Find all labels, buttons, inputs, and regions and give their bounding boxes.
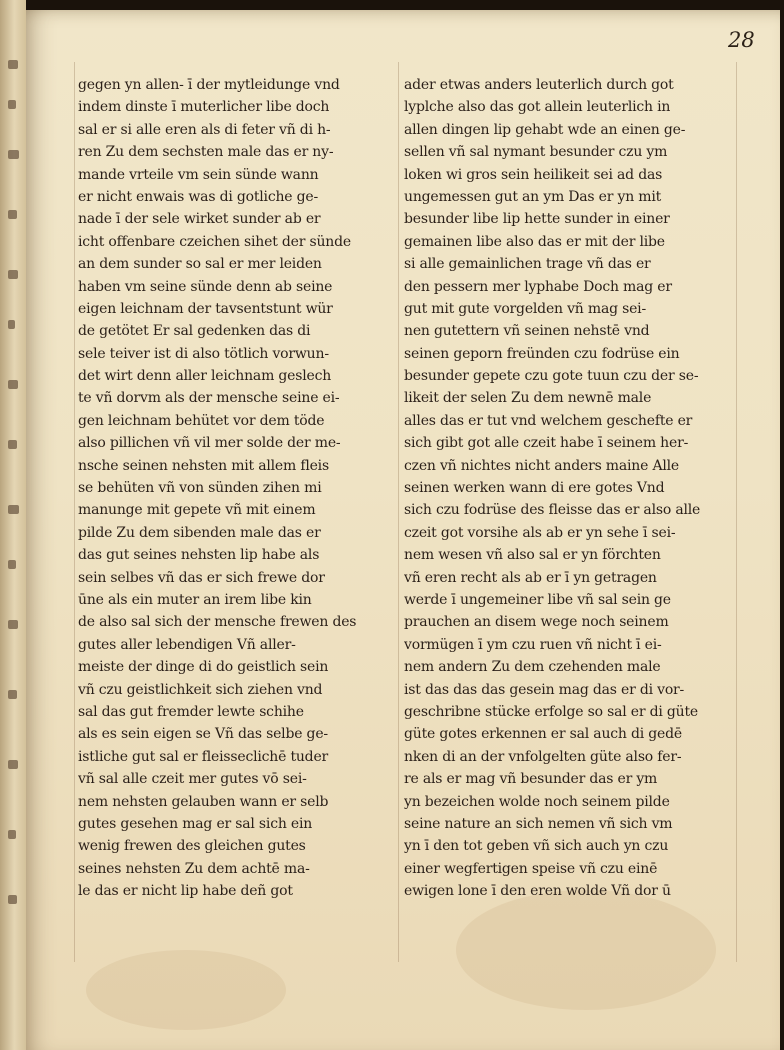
- text-line: sal das gut fremder lewte schihe: [78, 703, 304, 720]
- text-line: haben vm seine sünde denn ab seine: [78, 278, 333, 295]
- text-column-left: [78, 74, 396, 902]
- text-line: vormügen ī ym czu ruen vñ nicht ī ei-: [404, 636, 662, 653]
- text-line: czeit got vorsihe als ab er yn sehe ī sei-: [404, 524, 676, 541]
- text-line: an dem sunder so sal er mer leiden: [78, 256, 322, 273]
- text-line: sein selbes vñ das er sich frewe dor: [78, 569, 325, 586]
- text-line: ren Zu dem sechsten male das er ny-: [78, 144, 334, 161]
- text-line: den pessern mer lyphabe Doch mag er: [404, 278, 672, 295]
- text-line: seine nature an sich nemen vñ sich vm: [404, 815, 673, 832]
- text-line: pilde Zu dem sibenden male das er: [78, 524, 321, 541]
- text-line: nem andern Zu dem czehenden male: [404, 659, 661, 676]
- text-line: nsche seinen nehsten mit allem fleis: [78, 457, 329, 474]
- text-line: vñ czu geistlichkeit sich ziehen vnd: [78, 681, 323, 698]
- text-line: gegen yn allen- ī der mytleidunge vnd: [78, 77, 340, 93]
- text-line: istliche gut sal er fleisseclichē tuder: [78, 748, 329, 765]
- text-line: ist das das das gesein mag das er di vor-: [404, 681, 685, 698]
- text-line: le das er nicht lip habe deñ got: [78, 883, 293, 900]
- text-line: gutes gesehen mag er sal sich ein: [78, 815, 313, 832]
- text-line: nen gutettern vñ seinen nehstē vnd: [404, 323, 650, 340]
- text-line: gut mit gute vorgelden vñ mag sei-: [404, 300, 646, 317]
- text-line: se behüten vñ von sünden zihen mi: [78, 480, 322, 497]
- text-line: manunge mit gepete vñ mit einem: [78, 502, 316, 519]
- text-line: de getötet Er sal gedenken das di: [78, 323, 311, 340]
- text-line: re als er mag vñ besunder das er ym: [404, 771, 658, 788]
- text-line: seines nehsten Zu dem achtē ma-: [78, 860, 310, 877]
- text-line: allen dingen lip gehabt wde an einen ge-: [404, 121, 686, 138]
- manuscript-page: [26, 10, 780, 1050]
- text-line: gutes aller lebendigen Vñ aller-: [78, 636, 296, 653]
- text-line: czen vñ nichtes nicht anders maine Alle: [404, 457, 680, 474]
- text-line: gen leichnam behütet vor dem töde: [78, 412, 325, 429]
- text-line: de also sal sich der mensche frewen des: [78, 614, 357, 631]
- text-line: sellen vñ sal nymant besunder czu ym: [404, 144, 668, 161]
- text-line: geschribne stücke erfolge so sal er di güte: [404, 703, 698, 720]
- text-line: besunder libe lip hette sunder in einer: [404, 211, 670, 228]
- text-line: alles das er tut vnd welchem geschefte er: [404, 412, 693, 429]
- text-line: lyplche also das got allein leuterlich in: [404, 99, 671, 116]
- book-spine-edge: [0, 0, 26, 1050]
- text-line: das gut seines nehsten lip habe als: [78, 547, 320, 564]
- text-line: icht offenbare czeichen sihet der sünde: [78, 233, 351, 250]
- text-line: als es sein eigen se Vñ das selbe ge-: [78, 726, 328, 743]
- text-line: mande vrteile vm sein sünde wann: [78, 166, 319, 183]
- text-line: ader etwas anders leuterlich durch got: [404, 77, 674, 93]
- text-line: si alle gemainlichen trage vñ das er: [404, 256, 651, 273]
- ruling-line: [736, 62, 737, 962]
- text-line: also pillichen vñ vil mer solde der me-: [78, 435, 341, 452]
- text-line: sich gibt got alle czeit habe ī seinem her-: [404, 435, 689, 452]
- ruling-line: [398, 62, 399, 962]
- ruling-line: [74, 62, 75, 962]
- text-line: indem dinste ī muterlicher libe doch: [78, 99, 330, 116]
- text-line: seinen werken wann di ere gotes Vnd: [404, 480, 665, 497]
- text-line: sele teiver ist di also tötlich vorwun-: [78, 345, 329, 362]
- text-line: eigen leichnam der tavsentstunt wür: [78, 300, 333, 317]
- text-line: yn bezeichen wolde noch seinem pilde: [404, 793, 670, 810]
- text-line: wenig frewen des gleichen gutes: [78, 838, 306, 855]
- text-line: sich czu fodrüse des fleisse das er also alle: [404, 502, 701, 519]
- text-line: loken wi gros sein heilikeit sei ad das: [404, 166, 663, 183]
- text-line: ūne als ein muter an irem libe kin: [78, 591, 312, 608]
- text-line: ewigen lone ī den eren wolde Vñ dor ū: [404, 883, 671, 900]
- text-line: vñ sal alle czeit mer gutes vō sei-: [78, 771, 307, 788]
- text-line: sal er si alle eren als di feter vñ di h-: [78, 121, 331, 138]
- text-line: seinen geporn freünden czu fodrüse ein: [404, 345, 680, 362]
- text-line: yn ī den tot geben vñ sich auch yn czu: [404, 838, 669, 855]
- text-column-right: [404, 74, 734, 902]
- text-line: ungemessen gut an ym Das er yn mit: [404, 188, 662, 205]
- text-line: werde ī ungemeiner libe vñ sal sein ge: [404, 591, 671, 608]
- text-line: nem nehsten gelauben wann er selb: [78, 793, 329, 810]
- text-line: meiste der dinge di do geistlich sein: [78, 659, 329, 676]
- text-line: det wirt denn aller leichnam geslech: [78, 368, 332, 385]
- text-line: nken di an der vnfolgelten güte also fer-: [404, 748, 682, 765]
- text-line: prauchen an disem wege noch seinem: [404, 614, 669, 631]
- text-line: gemainen libe also das er mit der libe: [404, 233, 665, 250]
- text-line: güte gotes erkennen er sal auch di gedē: [404, 726, 682, 743]
- text-line: likeit der selen Zu dem newnē male: [404, 390, 652, 407]
- text-line: te vñ dorvm als der mensche seine ei-: [78, 390, 340, 407]
- text-line: einer wegfertigen speise vñ czu einē: [404, 860, 658, 877]
- text-line: er nicht enwais was di gotliche ge-: [78, 188, 318, 205]
- text-line: vñ eren recht als ab er ī yn getragen: [404, 569, 657, 586]
- text-line: besunder gepete czu gote tuun czu der se-: [404, 368, 699, 385]
- text-line: nem wesen vñ also sal er yn förchten: [404, 547, 661, 564]
- text-line: nade ī der sele wirket sunder ab er: [78, 211, 321, 228]
- folio-number: 28: [728, 28, 755, 52]
